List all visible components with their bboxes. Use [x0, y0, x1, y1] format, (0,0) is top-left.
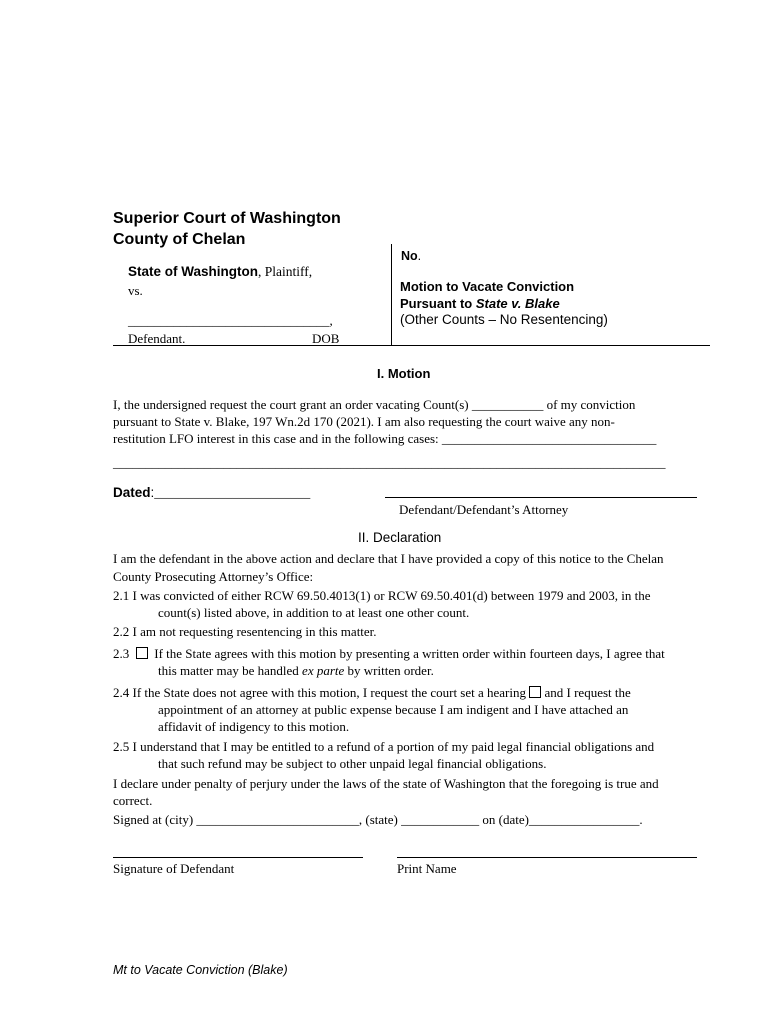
defendant-signature-label: Signature of Defendant [113, 861, 235, 876]
item-2-1-line2: count(s) listed above, in addition to at least one other count. [158, 605, 470, 620]
perjury-statement-line1: I declare under penalty of perjury under the laws of the state of Washington that the foregoing is true and [113, 776, 659, 791]
print-name-label: Print Name [397, 861, 457, 876]
plaintiff-role: , Plaintiff, [258, 264, 313, 279]
item-2-4-line2: appointment of an attorney at public expense because I am indigent and I have attached an [158, 702, 629, 717]
hearing-checkbox[interactable] [529, 686, 541, 698]
signed-at-fields[interactable]: Signed at (city) _________________________, (state) ____________ on (date)_________________. [113, 812, 643, 827]
caption-bottom-rule [113, 345, 710, 346]
attorney-signature-line[interactable] [385, 497, 697, 498]
court-name-line1: Superior Court of Washington [113, 210, 341, 227]
declaration-intro-line1: I am the defendant in the above action and declare that I have provided a copy of this notice to the Chelan [113, 551, 664, 566]
item-2-3-line1: 2.3 If the State agrees with this motion by presenting a written order within fourteen days, I agree that [113, 646, 665, 661]
form-footer-title: Mt to Vacate Conviction (Blake) [113, 963, 288, 977]
document-title-line1: Motion to Vacate Conviction [400, 279, 575, 294]
item-2-5-line1: 2.5 I understand that I may be entitled to a refund of a portion of my paid legal financial obligations and [113, 739, 655, 754]
dob-label: DOB [312, 331, 340, 346]
item-2-3-line2: this matter may be handled ex parte by written order. [158, 663, 434, 678]
versus-label: vs. [128, 283, 143, 298]
defendant-name-field[interactable]: _______________________________, [128, 313, 333, 328]
plaintiff-name: State of Washington [128, 264, 258, 279]
item-2-4-line3: affidavit of indigency to this motion. [158, 719, 350, 734]
plaintiff-line [128, 264, 312, 280]
document-title-line3: (Other Counts – No Resentencing) [400, 312, 608, 327]
declaration-heading: II. Declaration [358, 530, 442, 545]
motion-text-line1: I, the undersigned request the court grant an order vacating Count(s) ___________ of my conviction [113, 397, 636, 412]
ex-parte-checkbox[interactable] [136, 647, 148, 659]
additional-cases-field[interactable]: _____________________________________________________________________________________ [113, 455, 666, 470]
perjury-statement-line2: correct. [113, 793, 153, 808]
motion-heading: I. Motion [377, 366, 431, 381]
defendant-signature-line[interactable] [113, 857, 363, 858]
motion-text-line3: restitution LFO interest in this case and in the following cases: _________________________________ [113, 431, 657, 446]
defendant-label: Defendant. [128, 331, 186, 346]
declaration-intro-line2: County Prosecuting Attorney’s Office: [113, 569, 314, 584]
case-number-label: No. [401, 249, 422, 263]
print-name-line[interactable] [397, 857, 697, 858]
item-2-1-line1: 2.1 I was convicted of either RCW 69.50.4013(1) or RCW 69.50.401(d) between 1979 and 2003, in the [113, 588, 651, 603]
document-title-line2: Pursuant to State v. Blake [400, 296, 560, 311]
item-2-5-line2: that such refund may be subject to other unpaid legal financial obligations. [158, 756, 547, 771]
item-2-4-line1: 2.4 If the State does not agree with this motion, I request the court set a hearing and I request the [113, 685, 631, 700]
attorney-signature-label: Defendant/Defendant’s Attorney [399, 502, 569, 517]
motion-text-line2: pursuant to State v. Blake, 197 Wn.2d 170 (2021). I am also requesting the court waive any non- [113, 414, 615, 429]
item-2-2: 2.2 I am not requesting resentencing in this matter. [113, 624, 377, 639]
court-name-line2: County of Chelan [113, 231, 246, 248]
dated-field[interactable]: Dated:________________________ [113, 485, 311, 500]
caption-vertical-rule [391, 244, 392, 346]
